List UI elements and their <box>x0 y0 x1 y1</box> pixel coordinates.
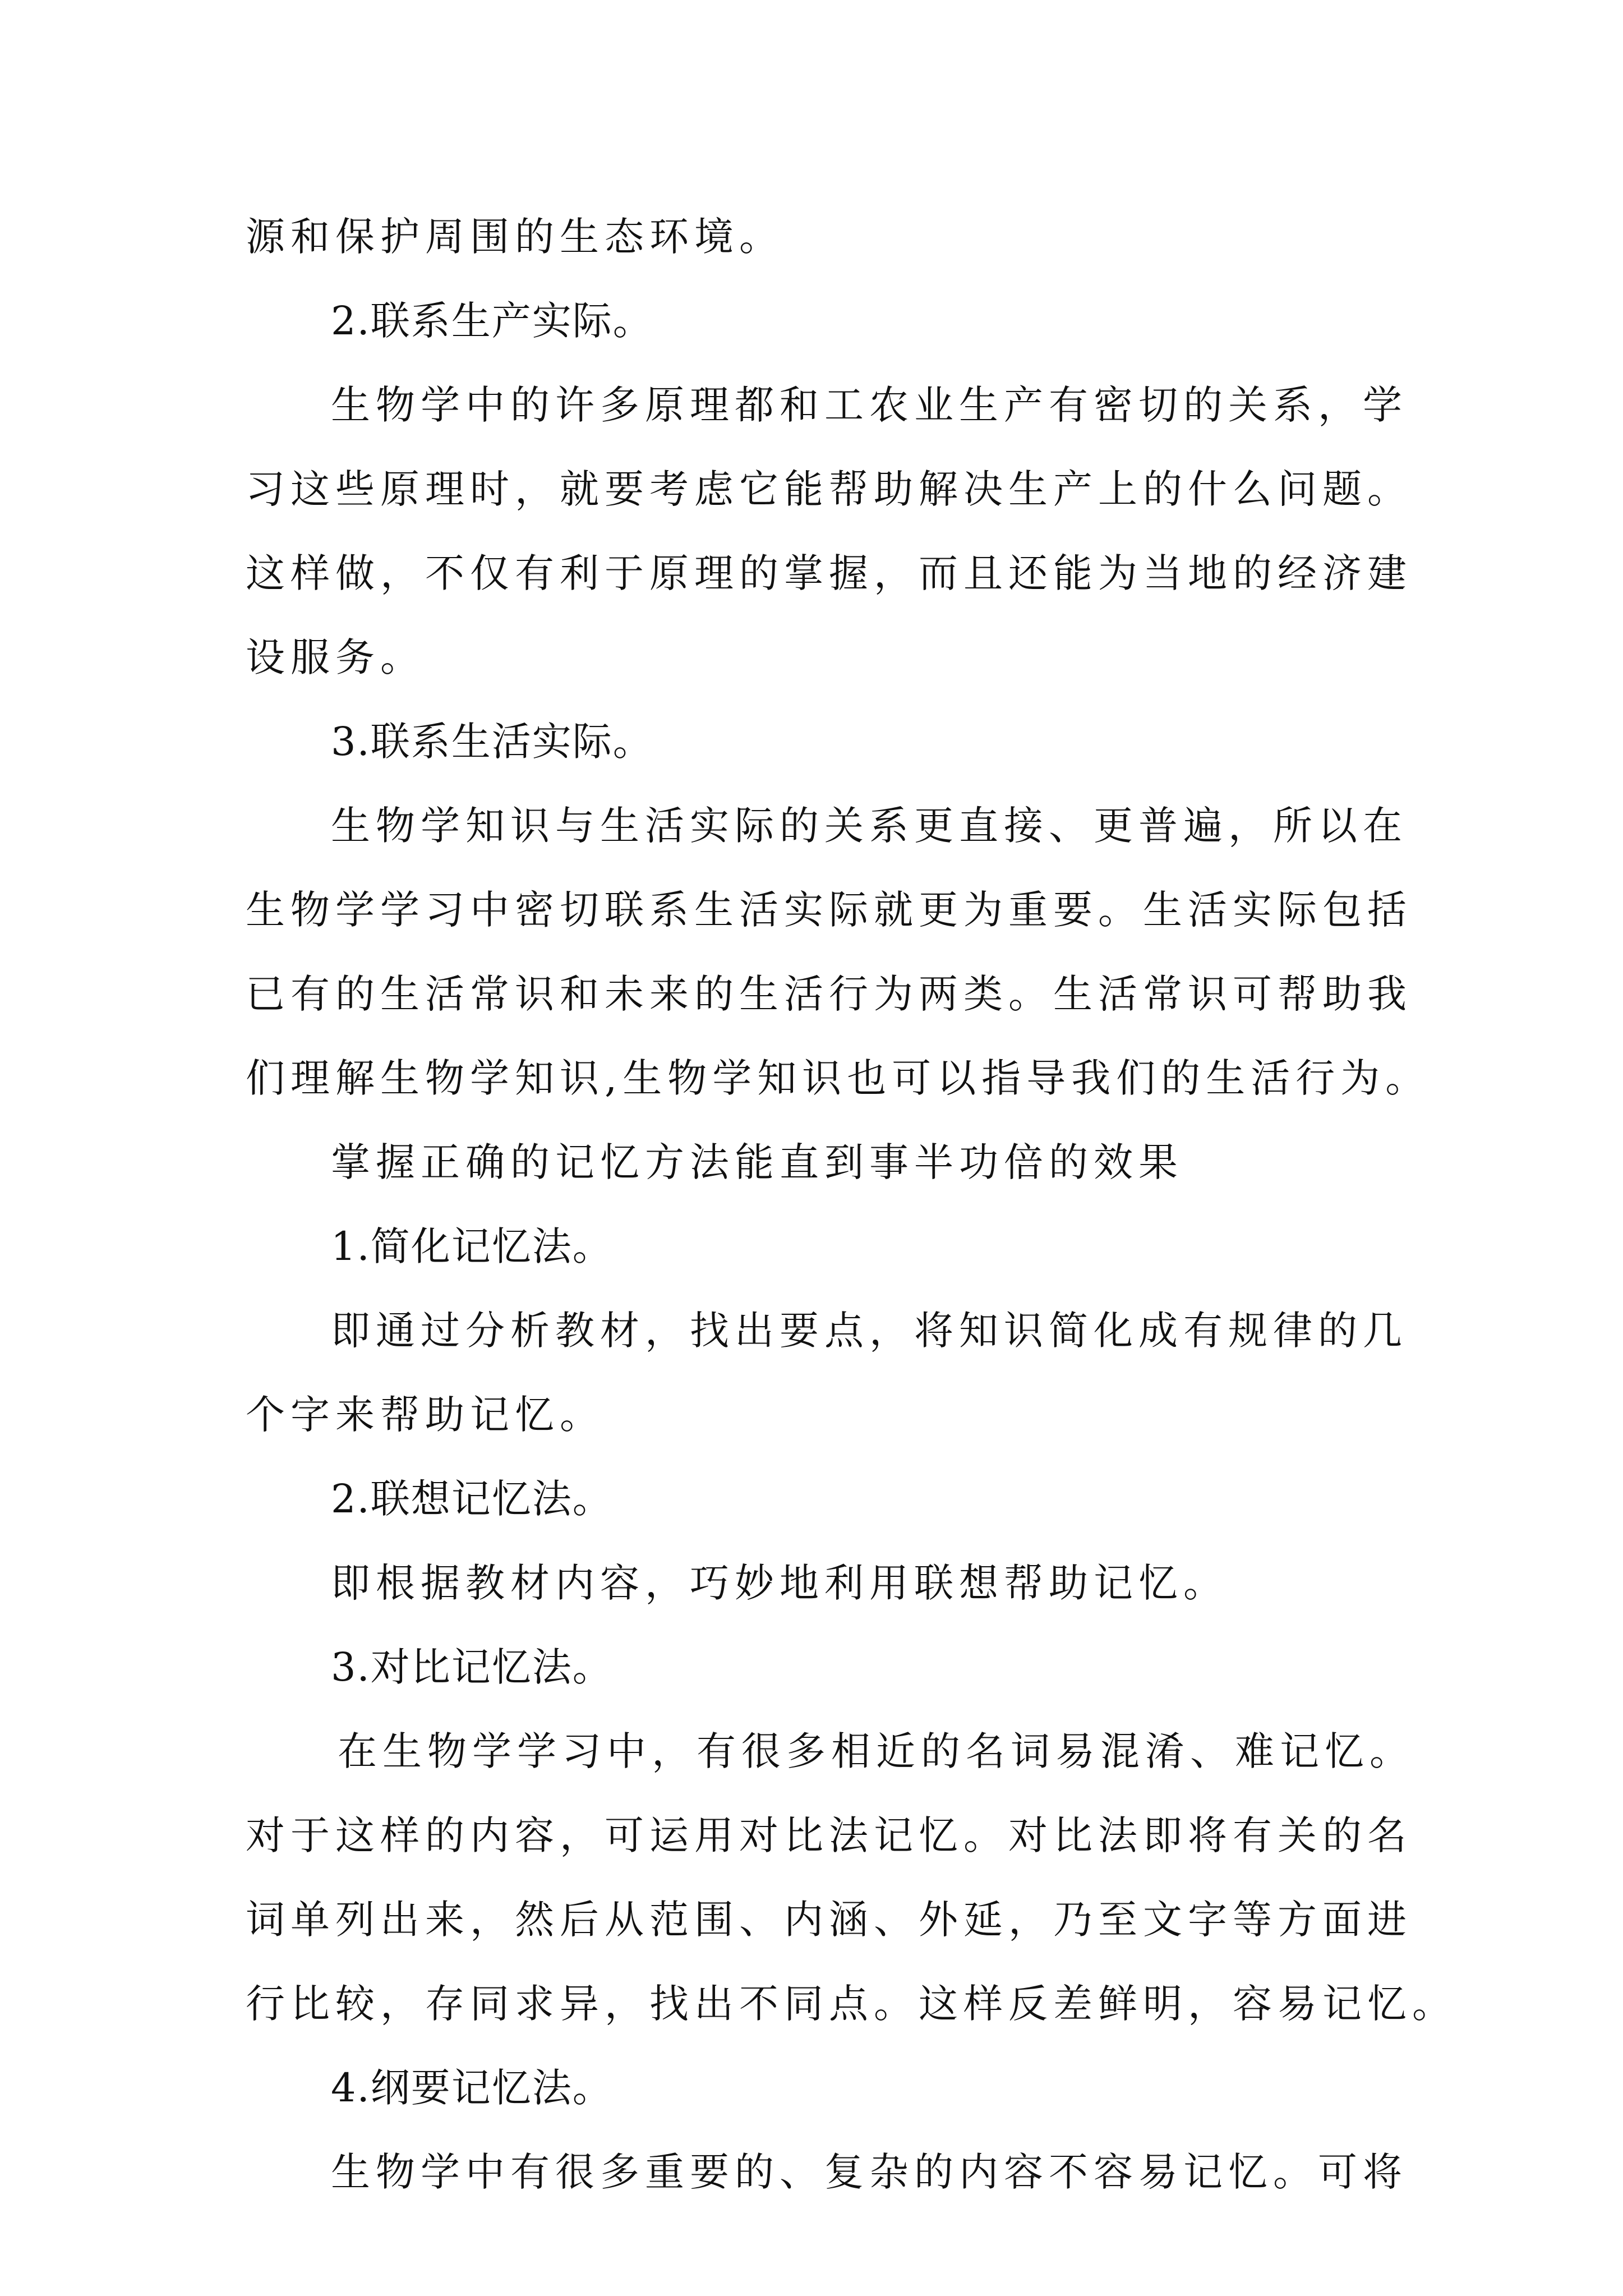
text-line: 对于这样的内容，可运用对比法记忆。对比法即将有关的名 <box>246 1812 1412 1858</box>
text-line: 设服务。 <box>246 634 425 680</box>
text-line: 即通过分析教材，找出要点，将知识简化成有规律的几 <box>331 1308 1408 1354</box>
text-line: 习这些原理时，就要考虑它能帮助解决生产上的什么问题。 <box>246 466 1412 512</box>
text-line: 源和保护周围的生态环境。 <box>246 214 784 260</box>
section-heading: 3.对比记忆法。 <box>331 1644 613 1690</box>
section-heading: 4.纲要记忆法。 <box>331 2065 613 2111</box>
section-heading: 3.联系生活实际。 <box>331 719 653 765</box>
text-line: 行比较，存同求异，找出不同点。这样反差鲜明，容易记忆。 <box>246 1981 1457 2027</box>
section-heading: 2.联想记忆法。 <box>331 1476 613 1522</box>
text-line: 在生物学学习中，有很多相近的名词易混淆、难记忆。 <box>338 1728 1414 1774</box>
text-line: 生物学中的许多原理都和工农业生产有密切的关系，学 <box>331 382 1408 428</box>
text-line: 生物学中有很多重要的、复杂的内容不容易记忆。可将 <box>331 2149 1408 2195</box>
text-line: 这样做，不仅有利于原理的掌握，而且还能为当地的经济建 <box>246 550 1412 596</box>
section-heading: 1.简化记忆法。 <box>331 1223 613 1269</box>
text-line: 生物学学习中密切联系生活实际就更为重要。生活实际包括 <box>246 887 1412 933</box>
text-line: 们理解生物学知识,生物学知识也可以指导我们的生活行为。 <box>246 1055 1431 1101</box>
text-line: 已有的生活常识和未来的生活行为两类。生活常识可帮助我 <box>246 971 1412 1017</box>
section-heading: 2.联系生产实际。 <box>331 298 653 344</box>
text-line: 即根据教材内容，巧妙地利用联想帮助记忆。 <box>331 1560 1228 1606</box>
text-line: 生物学知识与生活实际的关系更直接、更普遍，所以在 <box>331 803 1408 849</box>
text-line: 词单列出来，然后从范围、内涵、外延，乃至文字等方面进 <box>246 1897 1412 1943</box>
text-line: 掌握正确的记忆方法能直到事半功倍的效果 <box>331 1139 1183 1185</box>
text-line: 个字来帮助记忆。 <box>246 1392 605 1438</box>
